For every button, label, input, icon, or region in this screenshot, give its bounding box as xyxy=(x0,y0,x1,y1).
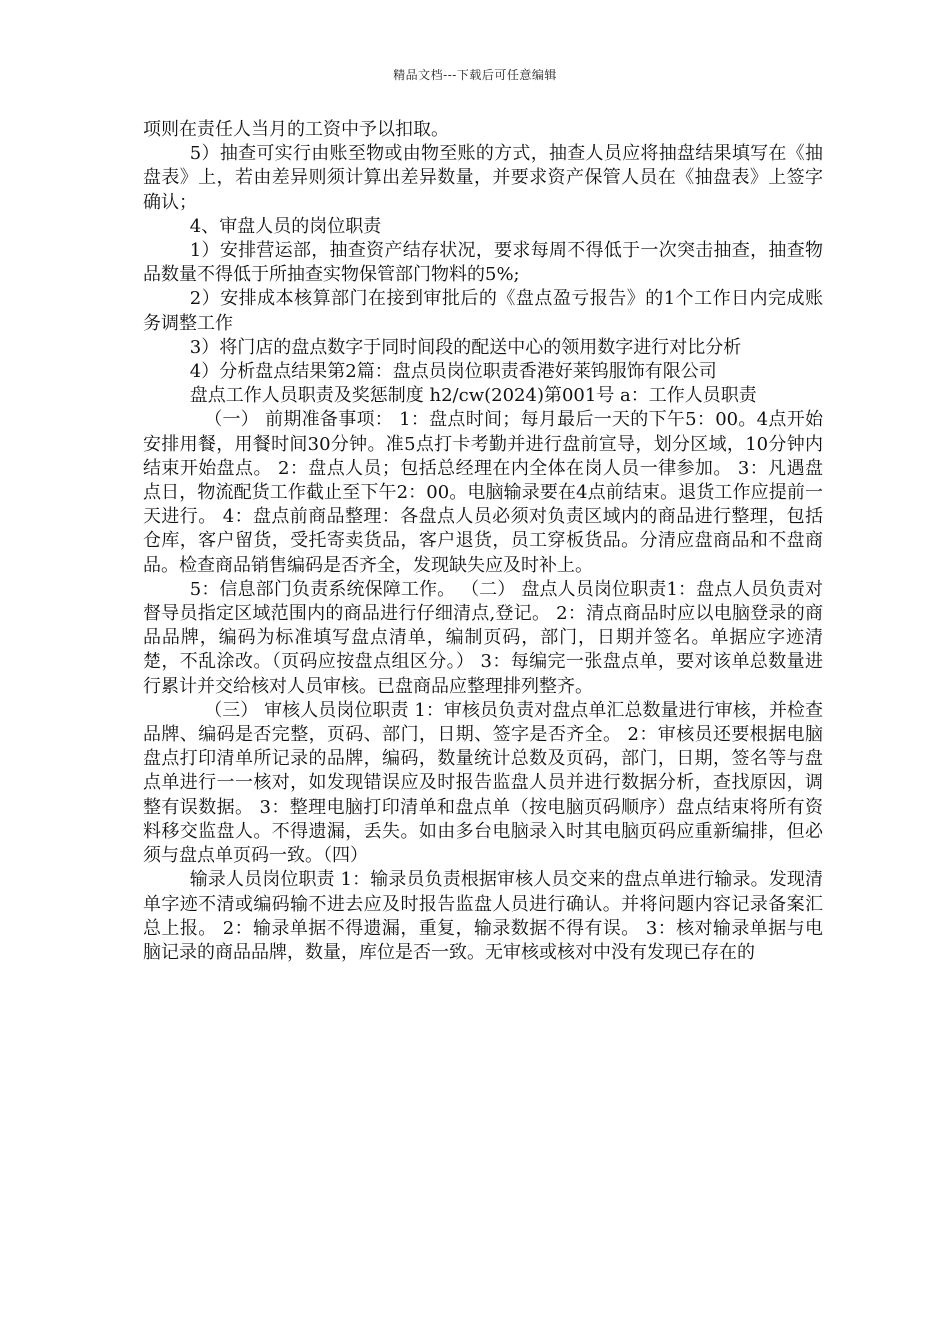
paragraph: 输录人员岗位职责 1：输录员负责根据审核人员交来的盘点单进行输录。发现清单字迹不清或编码输不进去应及时报告监盘人员进行确认。并将问题内容记录备案汇总上报。 2：输录单据不得遗漏，重复，输录数据不得有误。 3：核对输录单据与电脑记录的商品品牌，数量，库位是否一致。无审核或核对中没有发现已存在的 xyxy=(143,869,823,963)
paragraph: 5：信息部门负责系统保障工作。 （二） 盘点人员岗位职责1：盘点人员负责对督导员指定区域范围内的商品进行仔细清点,登记。 2：清点商品时应以电脑登录的商品品牌，编码为标准填写盘点清单，编制页码，部门，日期并签名。单据应字迹清楚，不乱涂改。（页码应按盘点组区分。） 3：每编完一张盘点单，要对该单总数量进行累计并交给核对人员审核。已盘商品应整理排列整齐。 xyxy=(143,578,823,697)
paragraph: （三） 审核人员岗位职责 1：审核员负责对盘点单汇总数量进行审核，并检查品牌、编码是否完整，页码、部门，日期、签字是否齐全。 2：审核员还要根据电脑盘点打印清单所记录的品牌，编码，数量统计总数及页码，部门，日期，签名等与盘点单进行一一核对，如发现错误应及时报告监盘人员并进行数据分析，查找原因，调整有误数据。 3：整理电脑打印清单和盘点单（按电脑页码顺序）盘点结束将所有资料移交监盘人。不得遗漏，丢失。如由多台电脑录入时其电脑页码应重新编排，但必须与盘点单页码一致。（四） xyxy=(143,699,823,867)
document-body xyxy=(143,118,823,965)
paragraph: 3）将门店的盘点数字于同时间段的配送中心的领用数字进行对比分析 xyxy=(189,336,742,358)
paragraph: 4）分析盘点结果第2篇：盘点员岗位职责香港好莱钨服饰有限公司 xyxy=(189,361,717,383)
paragraph: 盘点工作人员职责及奖惩制度 h2/cw(2024)第001号 a：工作人员职责 xyxy=(189,385,757,407)
page-header: 精品文档---下载后可任意编辑 xyxy=(393,68,557,82)
paragraph: 项则在责任人当月的工资中予以扣取。 xyxy=(143,119,449,140)
paragraph: 5）抽查可实行由账至物或由物至账的方式，抽查人员应将抽盘结果填写在《抽盘表》上，若由差异则须计算出差异数量，并要求资产保管人员在《抽盘表》上签字确认； xyxy=(143,143,823,213)
paragraph: 1）安排营运部，抽查资产结存状况，要求每周不得低于一次突击抽查，抽查物品数量不得低于所抽查实物保管部门物料的5%; xyxy=(143,240,823,286)
paragraph: （一） 前期准备事项： 1：盘点时间；每月最后一天的下午5：00。4点开始安排用餐，用餐时间30分钟。准5点打卡考勤并进行盘前宣导，划分区域，10分钟内结束开始盘点。 2：盘点人员；包括总经理在内全体在岗人员一律参加。 3：凡遇盘点日，物流配货工作截止至下午2：00。电脑输录要在4点前结束。退货工作应提前一天进行。 4：盘点前商品整理：各盘点人员必须对负责区域内的商品进行整理，包括仓库，客户留货，受托寄卖货品，客户退货，员工穿板货品。分清应盘商品和不盘商品。检查商品销售编码是否齐全，发现缺失应及时补上。 xyxy=(143,409,823,576)
paragraph: 2）安排成本核算部门在接到审批后的《盘点盈亏报告》的1个工作日内完成账务调整工作 xyxy=(143,288,823,334)
paragraph: 4、审盘人员的岗位职责 xyxy=(189,215,382,237)
